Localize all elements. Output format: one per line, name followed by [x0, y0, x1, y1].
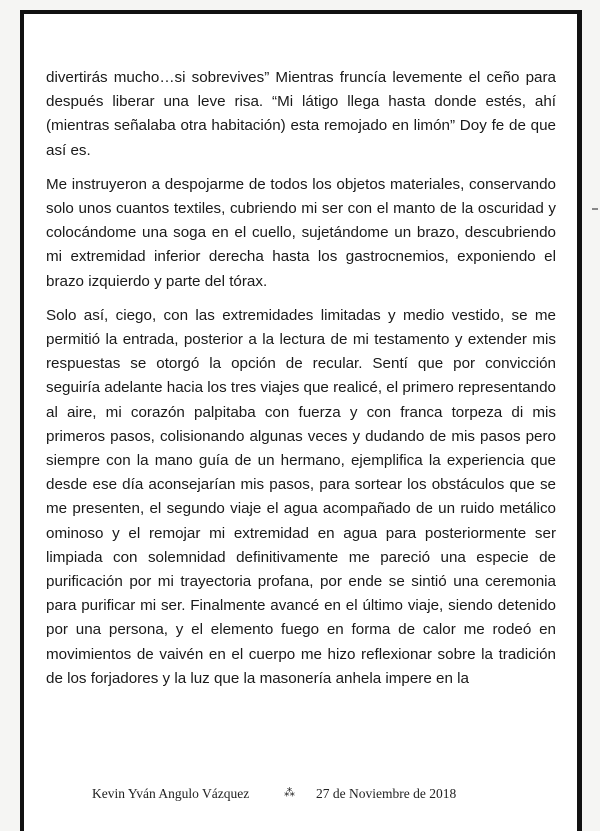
footer-author: Kevin Yván Angulo Vázquez	[92, 786, 250, 801]
footer-date: 27 de Noviembre de 2018	[316, 786, 457, 801]
paragraph-3: Solo así, ciego, con las extremidades limitadas y medio vestido, se me permitió la entrada, posterior a la lectura de mi testamento y extender mis respuestas se otorgó la opción de recular. Sentí que por convicción seguiría adelante hacia los tres viajes que realicé, el primero representando al aire, mi corazón palpitaba con fuerza y con franca torpeza di mis primeros pasos, colisionando algunas veces y dudando de mis pasos pero siempre con la mano guía de un hermano, ejemplifica la experiencia que desde ese día aconsejarían mis pasos, para sortear los obstáculos que se me presenten, el segundo viaje el agua acompañado de un ruido metálico ominoso y el remojar mi extremidad en agua para posteriormente ser limpiada con solemnidad definitivamente me pareció una especie de purificación por mi trayectoria profana, por ende se sintió una ceremonia para purificar mi ser. Finalmente avancé en el último viaje, siendo detenido por una persona, y el elemento fuego en forma de calor me rodeó en movimientos de vaivén en el cuerpo me hizo reflexionar sobre la tradición de los forjadores y la luz que la masonería anhela impere en la	[46, 306, 556, 687]
paragraph-2: Me instruyeron a despojarme de todos los objetos materiales, conservando solo unos cuantos textiles, cubriendo mi ser con el manto de la oscuridad y colocándome una soga en el cuello, sujetándome un brazo, descubriendo mi extremidad inferior derecha hasta los gastrocnemios, exponiendo el brazo izquierdo y parte del tórax.	[46, 175, 556, 290]
footer-ornament-icon: ⁂	[284, 787, 294, 799]
page-frame	[20, 10, 582, 831]
scan-edge-mark	[592, 208, 598, 210]
page-footer	[24, 782, 577, 806]
document-body	[46, 66, 556, 701]
paragraph-1: divertirás mucho…si sobrevives” Mientras fruncía levemente el ceño para después liberar una leve risa. “Mi látigo llega hasta donde estés, ahí (mientras señalaba otra habitación) esta remojado en limón” Doy fe de que así es.	[46, 69, 556, 159]
